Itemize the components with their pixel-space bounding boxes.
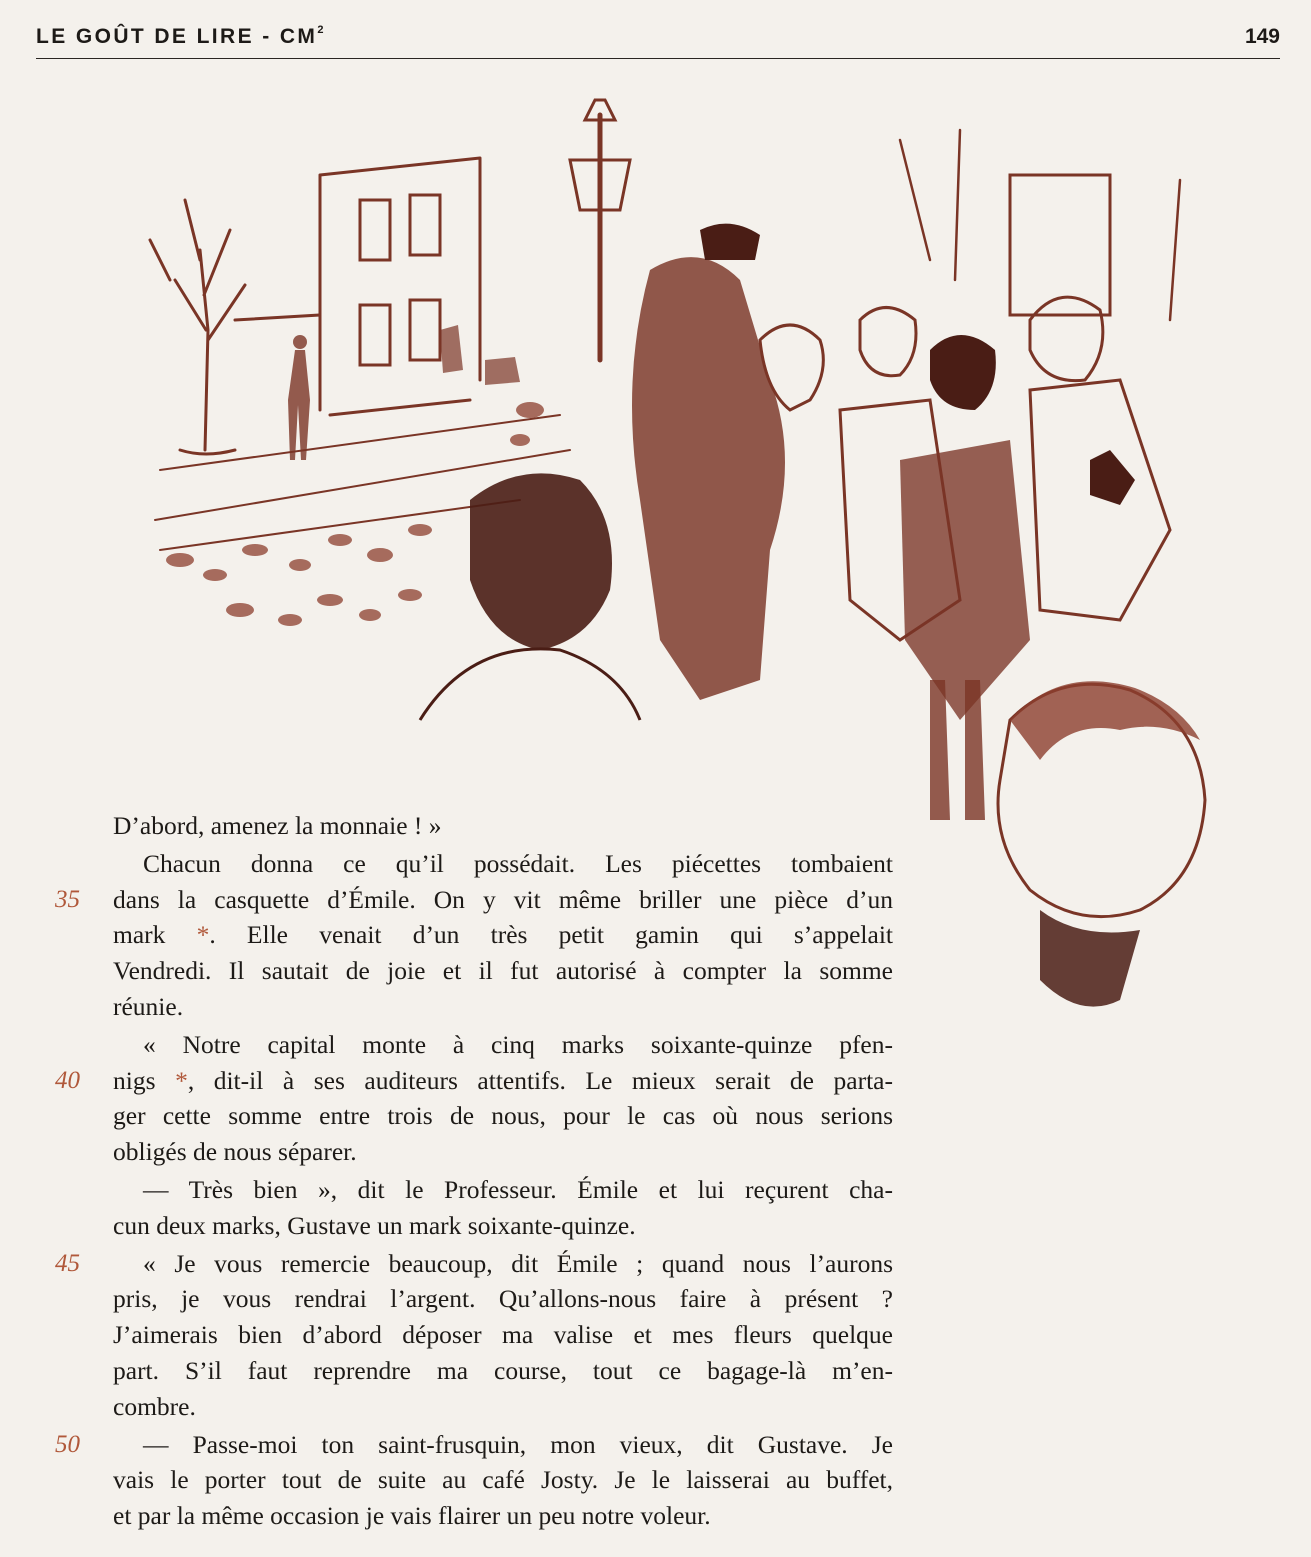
line-text: D’abord, amenez la monnaie ! »: [113, 811, 442, 840]
line-text: — Très bien », dit le Professeur. Émile et lui reçurent cha-: [143, 1174, 893, 1204]
text-line: [113, 1208, 893, 1244]
line-text: Chacun donna ce qu’il possédait. Les piécettes tombaient: [143, 848, 893, 878]
page-number: 149: [1244, 25, 1280, 48]
text-line: [113, 1498, 893, 1534]
line-number: 45: [55, 1249, 80, 1277]
text-line: [113, 917, 893, 953]
line-text: dans la casquette d’Émile. On y vit même briller une pièce d’un: [113, 884, 893, 914]
text-line: [55, 1063, 893, 1099]
text-line: [113, 1353, 893, 1389]
page-header: [36, 22, 1280, 59]
line-text: mark *. Elle venait d’un très petit gamin qui s’appelait: [113, 920, 894, 950]
line-text: combre.: [113, 1391, 196, 1421]
line-text: vais le porter tout de suite au café Josty. Je le laisserai au buffet,: [113, 1465, 893, 1495]
text-line: [55, 882, 893, 918]
line-number: 50: [55, 1430, 80, 1458]
footnote-asterisk: *: [175, 1065, 188, 1095]
line-text: — Passe-moi ton saint-frusquin, mon vieux, dit Gustave. Je: [143, 1429, 893, 1459]
text-line: [113, 1098, 893, 1134]
text-line: [113, 953, 893, 989]
text-line: [55, 1427, 893, 1463]
story-text: [55, 808, 894, 1534]
line-text: obligés de nous séparer.: [113, 1137, 357, 1167]
footnote-asterisk: *: [196, 920, 210, 950]
text-line: [113, 1134, 893, 1170]
line-text: part. S’il faut reprendre ma course, tout ce bagage-là m’en-: [113, 1355, 893, 1385]
line-text: ger cette somme entre trois de nous, pour le cas où nous serions: [113, 1101, 893, 1131]
line-text: J’aimerais bien d’abord déposer ma valise et mes fleurs quelque: [113, 1320, 893, 1350]
text-line: [113, 1317, 893, 1353]
line-text: pris, je vous rendrai l’argent. Qu’allons-nous faire à présent ?: [113, 1284, 893, 1314]
line-number: 40: [55, 1066, 80, 1094]
line-text: et par la même occasion je vais flairer un peu notre voleur.: [113, 1501, 711, 1531]
text-line: [113, 846, 893, 882]
book-title: LE GOÛT DE LIRE - $CM^2$: [36, 24, 324, 48]
text-line: [113, 1389, 893, 1425]
line-text: réunie.: [113, 991, 184, 1021]
text-line: [113, 1281, 893, 1317]
line-number: 35: [55, 885, 80, 913]
line-text: « Notre capital monte à cinq marks soixante-quinze pfen-: [143, 1029, 893, 1059]
line-text: cun deux marks, Gustave un mark soixante-quinze.: [113, 1210, 636, 1240]
line-text: nigs *, dit-il à ses auditeurs attentifs. Le mieux serait de parta-: [113, 1065, 893, 1095]
text-line: [113, 989, 893, 1025]
text-line: [55, 1246, 893, 1282]
text-line: [113, 1462, 893, 1498]
book-title-superscript: 2: [317, 24, 324, 36]
line-text: Vendredi. Il sautait de joie et il fut autorisé à compter la somme: [113, 956, 893, 986]
text-line: [113, 808, 893, 844]
text-line: [113, 1027, 893, 1063]
line-text: « Je vous remercie beaucoup, dit Émile ; quand nous l’aurons: [143, 1248, 893, 1278]
text-line: [113, 1172, 893, 1208]
